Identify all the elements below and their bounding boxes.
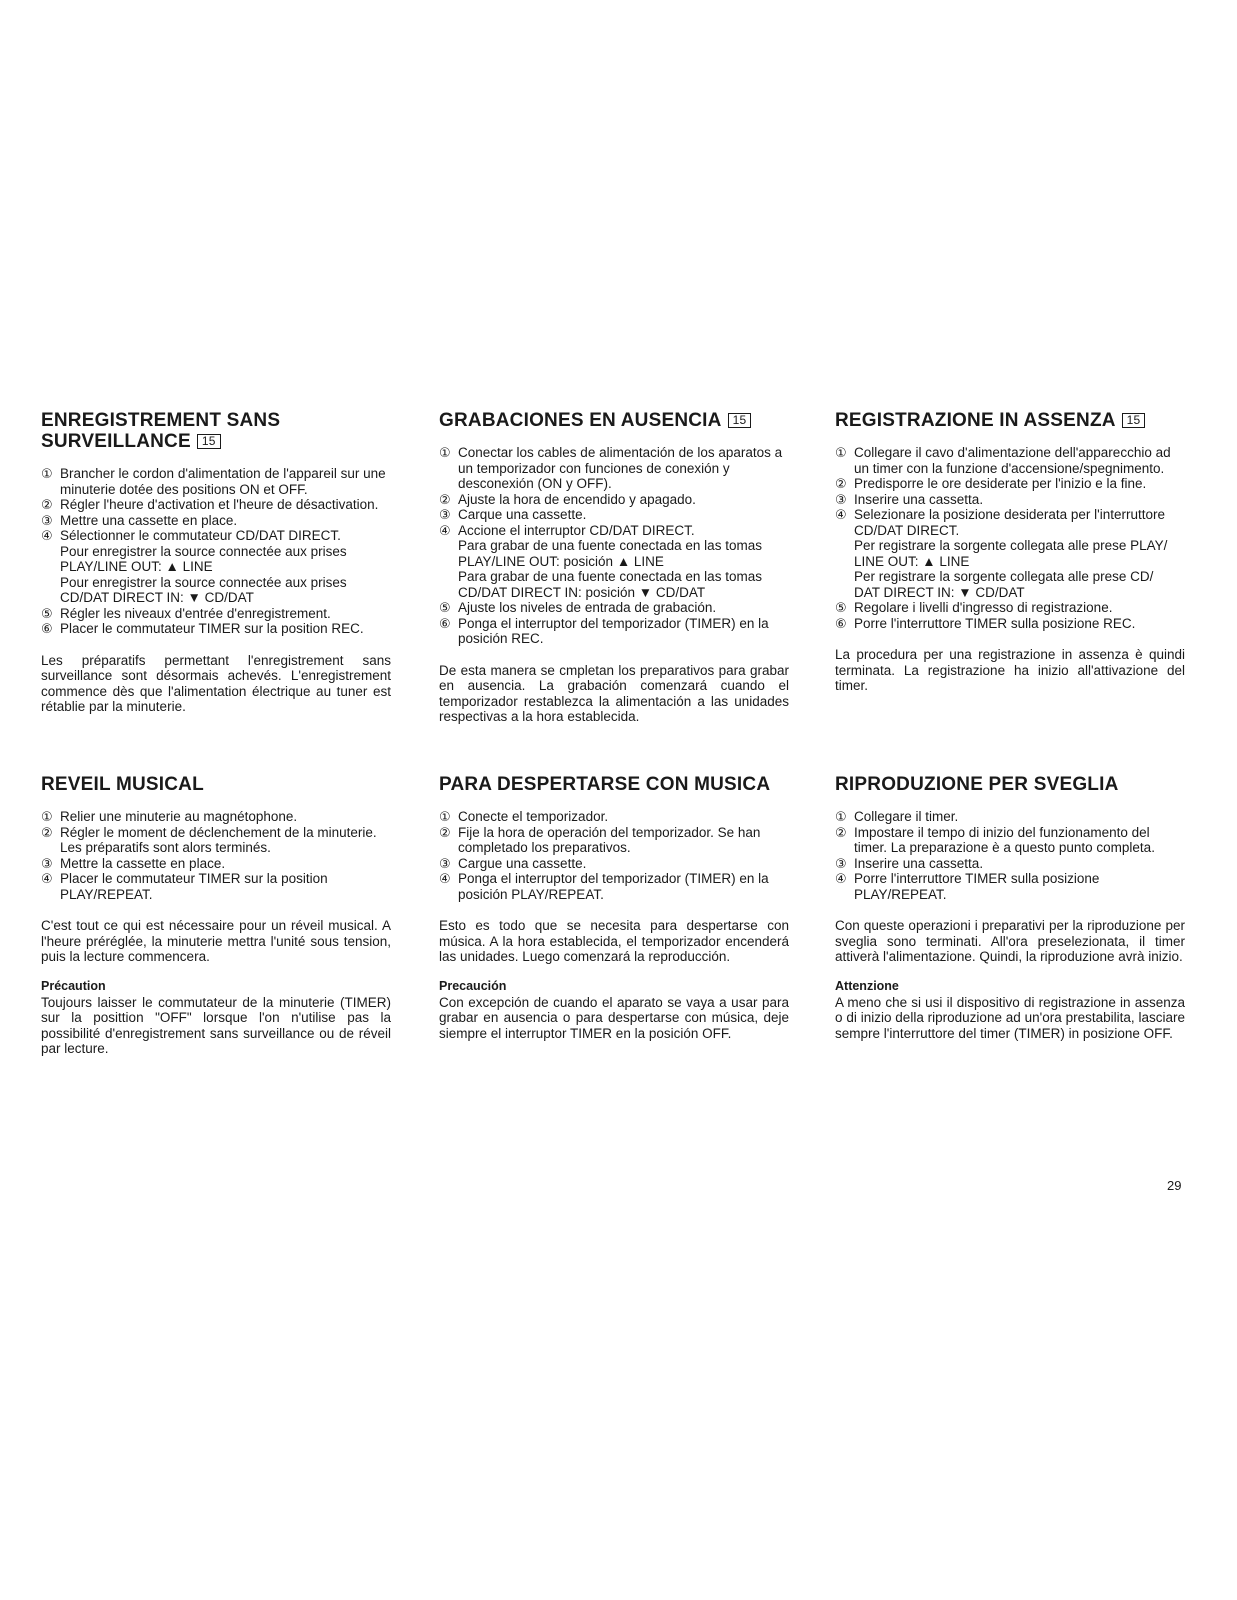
list-item: ③ Inserire una cassetta. — [835, 491, 984, 507]
list-item: ④ Ponga el interruptor del temporizador (TIMER) en la posición PLAY/REPEAT. — [439, 871, 769, 902]
list-item: ③ Inserire una cassetta. — [835, 855, 984, 871]
caution-text: Con excepción de cuando el aparato se vaya a usar para grabar en ausencia o para despertarse con música, deje siempre el interruptor TIMER en la posición OFF. — [439, 994, 789, 1041]
list-item: ① Brancher le cordon d'alimentation de l'appareil sur une minuterie dotée des positions ON et OFF. — [41, 466, 386, 497]
figure-reference-badge: 15 — [1122, 413, 1146, 428]
list-item: ⑤ Ajuste los niveles de entrada de grabación. — [439, 600, 717, 615]
list-item: ④ Placer le commutateur TIMER sur la position PLAY/REPEAT. — [41, 871, 328, 902]
summary-paragraph: Les préparatifs permettant l'enregistrement sans surveillance sont désormais achevés. L'enregistrement commence dès que l'alimentation électrique au tuner est rétablie par la minuterie. — [41, 652, 391, 714]
caution-text: A meno che si usi il dispositivo di registrazione in assenza o di inizio della riproduzione ad un'ora prestabilita, lasciare sempre l'interruttore del timer (TIMER) in posizione OFF. — [835, 994, 1185, 1041]
summary-paragraph: Con queste operazioni i preparativi per la riproduzione per sveglia sono terminati. All'ora preselezionata, il timer attiverà l'alimentazione. Quindi, la riproduzione avrà inizio. — [835, 918, 1185, 964]
list-item: ④ Accione el interruptor CD/DAT DIRECT. Para grabar de una fuente conectada en las tomas PLAY/LINE OUT: posición ▲ LINE Para grabar de una fuente conectada en las tomas CD/DAT DIRECT IN: posición ▼ CD/DAT — [439, 522, 762, 600]
section-fr-wake-music — [41, 774, 391, 1057]
step-list — [835, 445, 1185, 631]
list-item: ④ Porre l'interruttore TIMER sulla posizione PLAY/REPEAT. — [835, 871, 1100, 902]
list-item: ④ Selezionare la posizione desiderata per l'interruttore CD/DAT DIRECT. Per registrare la sorgente collegata alle prese PLAY/ LINE OUT: ▲ LINE Per registrare la sorgente collegata alle prese CD/ DAT DIRECT IN: ▼ CD/DAT — [835, 507, 1168, 600]
list-item: ① Conecte el temporizador. — [439, 809, 609, 824]
list-item: ① Relier une minuterie au magnétophone. — [41, 809, 298, 824]
list-item: ⑥ Porre l'interruttore TIMER sulla posizione REC. — [835, 615, 1136, 631]
list-item: ④ Sélectionner le commutateur CD/DAT DIRECT. Pour enregistrer la source connectée aux prises PLAY/LINE OUT: ▲ LINE Pour enregistrer la source connectée aux prises CD/DAT DIRECT IN: ▼ CD/DAT — [41, 528, 347, 605]
page-number: 29 — [1167, 1178, 1182, 1193]
caution-heading: Precaución — [439, 978, 507, 993]
step-list — [439, 445, 789, 647]
summary-paragraph: C'est tout ce qui est nécessaire pour un réveil musical. A l'heure préréglée, la minuterie mettra l'unité sous tension, puis la lecture commencera. — [41, 918, 391, 964]
list-item: ① Collegare il timer. — [835, 809, 959, 824]
list-item: ② Régler le moment de déclenchement de la minuterie. Les préparatifs sont alors terminés. — [41, 824, 377, 855]
step-list — [439, 809, 789, 902]
list-item: ② Fije la hora de operación del temporizador. Se han completado los preparativos. — [439, 824, 761, 855]
caution-heading: Attenzione — [835, 978, 899, 993]
list-item: ⑥ Placer le commutateur TIMER sur la position REC. — [41, 621, 364, 636]
list-item: ⑤ Regolare i livelli d'ingresso di registrazione. — [835, 600, 1113, 615]
summary-paragraph: Esto es todo que se necesita para despertarse con música. A la hora establecida, el temporizador encenderá las unidades. Luego comenzará la reproducción. — [439, 918, 789, 964]
list-item: ② Predisporre le ore desiderate per l'inizio e la fine. — [835, 476, 1147, 491]
section-es-unattended-recording — [439, 410, 789, 725]
figure-reference-badge: 15 — [197, 434, 221, 449]
summary-paragraph: De esta manera se cmpletan los preparativos para grabar en ausencia. La grabación comenzará cuando el temporizador restablezca la alimentación a las unidades respectivas a la hora establecida. — [439, 662, 789, 724]
caution-heading: Précaution — [41, 978, 106, 993]
summary-paragraph: La procedura per una registrazione in assenza è quindi terminata. La registrazione ha inizio all'attivazione del timer. — [835, 647, 1185, 693]
list-item: ② Régler l'heure d'activation et l'heure de désactivation. — [41, 497, 379, 512]
list-item: ③ Carque una cassette. — [439, 507, 587, 522]
step-list — [41, 466, 391, 637]
step-list — [835, 809, 1185, 902]
list-item: ⑤ Régler les niveaux d'entrée d'enregistrement. — [41, 605, 331, 621]
caution-text: Toujours laisser le commutateur de la minuterie (TIMER) sur la posittion "OFF" lorsque l'on n'utilise pas la possibilité d'enregistrement sans surveillance ou de réveil par lecture. — [41, 994, 391, 1056]
section-title: ENREGISTREMENT SANS SURVEILLANCE 15 — [41, 410, 281, 452]
section-it-wake-music — [835, 774, 1185, 1041]
section-es-wake-music — [439, 774, 789, 1041]
section-it-unattended-recording — [835, 410, 1185, 694]
list-item: ② Ajuste la hora de encendido y apagado. — [439, 491, 696, 507]
list-item: ③ Mettre una cassette en place. — [41, 512, 238, 528]
list-item: ⑥ Ponga el interruptor del temporizador (TIMER) en la posición REC. — [439, 615, 769, 646]
section-title: PARA DESPERTARSE CON MUSICA — [439, 774, 771, 795]
list-item: ① Collegare il cavo d'alimentazione dell'apparecchio ad un timer con la funzione d'accensione/spegnimento. — [835, 445, 1171, 476]
section-title: REGISTRAZIONE IN ASSENZA 15 — [835, 410, 1185, 431]
figure-reference-badge: 15 — [728, 413, 752, 428]
list-item: ① Conectar los cables de alimentación de los aparatos a un temporizador con funciones de conexión y desconexión (ON y OFF). — [439, 445, 783, 491]
step-list — [41, 809, 391, 902]
list-item: ② Impostare il tempo di inizio del funzionamento del timer. La preparazione è a questo punto completa. — [835, 824, 1155, 855]
section-title: RIPRODUZIONE PER SVEGLIA — [835, 774, 1119, 795]
list-item: ③ Mettre la cassette en place. — [41, 855, 226, 871]
list-item: ③ Cargue una cassette. — [439, 855, 587, 871]
section-title: GRABACIONES EN AUSENCIA 15 — [439, 410, 789, 431]
section-fr-unattended-recording — [41, 410, 391, 715]
section-title: REVEIL MUSICAL — [41, 774, 204, 795]
